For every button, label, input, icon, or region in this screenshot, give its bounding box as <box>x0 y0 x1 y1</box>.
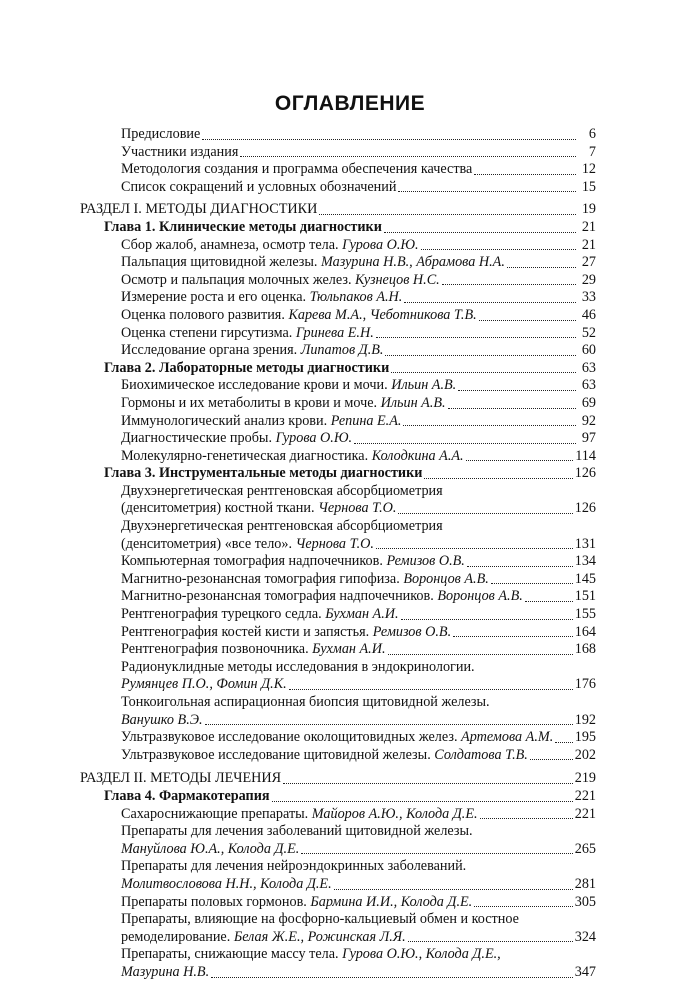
toc-entry-text <box>80 770 281 788</box>
toc-page-number: 134 <box>574 553 596 570</box>
toc-entry-row[interactable] <box>80 483 596 501</box>
dot-leader <box>421 248 576 250</box>
toc-page-number: 155 <box>574 606 596 623</box>
toc-entry-title: РАЗДЕЛ II. МЕТОДЫ ЛЕЧЕНИЯ <box>80 770 282 787</box>
toc-page-number: 131 <box>574 535 596 552</box>
toc-entry-title: Диагностические пробы. <box>121 430 276 447</box>
toc-entry-row[interactable] <box>80 518 596 536</box>
toc-entry-text <box>121 126 200 144</box>
toc-entry-row[interactable] <box>80 413 596 431</box>
toc-entry-title: ремоделирование. <box>121 928 234 945</box>
toc-entry-author: Гурова О.Ю., Колода Д.Е., <box>342 946 501 963</box>
dot-leader <box>376 336 576 338</box>
toc-entry-title: Пальпация щитовидной железы. <box>121 254 322 271</box>
toc-entry-text <box>121 289 402 307</box>
toc-entry-title: Глава 2. Лабораторные методы диагностики <box>104 359 390 376</box>
toc-entry-row[interactable] <box>80 144 596 162</box>
toc-entry-author: Репина Е.А. <box>330 412 402 429</box>
dot-leader <box>205 723 573 725</box>
toc-entry-title: Двухэнергетическая рентгеновская абсорбциометрия <box>121 518 443 535</box>
toc-entry-row[interactable] <box>80 237 596 255</box>
toc-page-number: 21 <box>581 218 596 235</box>
toc-entry-text <box>121 929 406 947</box>
dot-leader <box>289 688 573 690</box>
toc-entry-text <box>121 823 473 841</box>
toc-entry-title: Оценка полового развития. <box>121 306 289 323</box>
toc-page-number: 221 <box>574 787 596 804</box>
dot-leader <box>404 301 576 303</box>
toc-entry-author: Колодкина А.А. <box>371 447 464 464</box>
toc-page-number: 29 <box>581 271 596 288</box>
toc-entry-text <box>121 179 396 197</box>
toc-page-number: 92 <box>581 412 596 429</box>
dot-leader <box>240 155 576 157</box>
toc-entry-title: Тонкоигольная аспирационная биопсия щитовидной железы. <box>121 694 490 710</box>
dot-leader <box>376 547 573 549</box>
toc-entry-row[interactable] <box>80 430 596 448</box>
dot-leader <box>474 905 572 907</box>
toc-entry-row[interactable] <box>80 161 596 179</box>
dot-leader <box>398 512 572 514</box>
toc-entry-text <box>80 201 317 219</box>
toc-page-number: 60 <box>581 342 596 359</box>
toc-entry-author: Чернова Т.О. <box>295 535 374 552</box>
toc-entry-row[interactable] <box>80 126 596 144</box>
dot-leader <box>391 371 576 373</box>
toc-entry-title: Препараты половых гормонов. <box>121 893 311 910</box>
page-title: ОГЛАВЛЕНИЕ <box>274 92 426 115</box>
toc-entry-author: Бухман А.И. <box>325 606 399 623</box>
toc-entry-row[interactable] <box>80 606 596 624</box>
toc-entry-text <box>121 571 489 589</box>
toc-entry-title: Участники издания <box>121 143 239 160</box>
toc-entry-text <box>121 659 475 677</box>
dot-leader <box>403 424 576 426</box>
toc-entry-row[interactable] <box>80 946 596 964</box>
toc-entry-row[interactable] <box>80 876 596 894</box>
toc-entry-author: Ильин А.В. <box>391 377 457 394</box>
toc-entry-author: Ильин А.В. <box>380 394 446 411</box>
toc-entry-title: Радионуклидные методы исследования в эндокринологии. <box>121 658 475 675</box>
toc-entry-author: Бухман А.И. <box>312 641 386 658</box>
toc-entry-row[interactable] <box>80 377 596 395</box>
toc-page-number: 195 <box>574 729 596 746</box>
toc-entry-row[interactable] <box>80 806 596 824</box>
toc-page-number: 12 <box>581 161 596 178</box>
toc-entry-title: Исследование органа зрения. <box>121 342 301 359</box>
toc-entry-row[interactable] <box>80 289 596 307</box>
toc-entry-text <box>121 911 519 929</box>
toc-entry-title: Рентгенография костей кисти и запястья. <box>121 623 373 640</box>
dot-leader <box>458 389 576 391</box>
toc-entry-row[interactable] <box>80 729 596 747</box>
toc-entry-author: Ремизов О.В. <box>372 623 452 640</box>
toc-entry-title: РАЗДЕЛ I. МЕТОДЫ ДИАГНОСТИКИ <box>80 201 318 218</box>
dot-leader <box>388 653 573 655</box>
toc-entry-text <box>121 553 465 571</box>
toc-entry-author: Белая Ж.Е., Рожинская Л.Я. <box>233 928 406 945</box>
dot-leader <box>442 283 576 285</box>
toc-entry-title: Оценка степени гирсутизма. <box>121 324 296 341</box>
toc-entry-author: Гурова О.Ю. <box>342 236 419 253</box>
toc-page-number: 202 <box>574 746 596 763</box>
toc-entry-title: Препараты, влияющие на фосфорно-кальциевый обмен и костное <box>121 911 519 928</box>
toc-entry-author: Гурова О.Ю. <box>275 430 353 447</box>
dot-leader <box>398 190 576 192</box>
dot-leader <box>555 741 572 743</box>
toc-page-number: 221 <box>574 805 596 822</box>
toc-entry-author: Тюльпаков А.Н. <box>309 289 403 306</box>
dot-leader <box>480 817 573 819</box>
dot-leader <box>448 407 576 409</box>
toc-entry-text <box>121 307 477 325</box>
toc-section-row[interactable] <box>80 770 596 788</box>
dot-leader <box>401 618 573 620</box>
toc-page-number: 15 <box>581 178 596 195</box>
toc-entry-row[interactable] <box>80 929 596 947</box>
toc-entry-text <box>104 360 389 378</box>
toc-entry-author: Майоров А.Ю., Колода Д.Е. <box>311 805 478 822</box>
toc-entry-row[interactable] <box>80 500 596 518</box>
toc-entry-text <box>104 219 382 237</box>
toc-entry-text <box>121 413 401 431</box>
toc-page-number: 347 <box>574 963 596 980</box>
toc-page-number: 219 <box>574 770 596 787</box>
toc-page-number: 281 <box>574 875 596 892</box>
toc-entry-text <box>121 641 386 659</box>
toc-entry-author: Карева М.А., Чеботникова Т.В. <box>288 306 477 323</box>
toc-entry-text <box>121 161 472 179</box>
toc-entry-text <box>121 237 419 255</box>
toc-chapter-row[interactable] <box>80 360 596 378</box>
toc-entry-text <box>121 964 209 982</box>
toc-entry-title: (денситометрия) «все тело». <box>121 535 296 552</box>
toc-entry-title: Ультразвуковое исследование щитовидной железы. <box>121 746 435 763</box>
toc-page-number: 63 <box>581 359 596 376</box>
toc-entry-text <box>121 858 466 876</box>
toc-entry-text <box>121 747 528 765</box>
toc-entry-title: Глава 4. Фармакотерапия <box>104 787 270 804</box>
toc-entry-author: Артемова А.М. <box>461 729 554 746</box>
toc-entry-title: Измерение роста и его оценка. <box>121 289 310 306</box>
toc-page-number: 97 <box>581 430 596 447</box>
toc-page-number: 192 <box>574 711 596 728</box>
toc-page-number: 27 <box>581 254 596 271</box>
toc-entry-title: Предисловие <box>121 126 201 142</box>
toc-page-number: 69 <box>581 394 596 411</box>
toc-page-number: 126 <box>574 465 596 482</box>
toc-entry-title: Рентгенография позвоночника. <box>121 641 313 658</box>
toc-entry-row[interactable] <box>80 553 596 571</box>
toc-entry-title: Препараты для лечения заболеваний щитовидной железы. <box>121 823 473 840</box>
dot-leader <box>424 477 572 479</box>
toc-entry-row[interactable] <box>80 694 596 712</box>
toc-entry-author: Мазурина Н.В., Абрамова Н.А. <box>321 254 505 271</box>
toc-entry-author: Липатов Д.В. <box>300 342 384 359</box>
toc-entry-author: Солдатова Т.В. <box>434 746 528 763</box>
toc-entry-row[interactable] <box>80 448 596 466</box>
toc-entry-text <box>104 465 422 483</box>
toc-entry-text <box>121 448 464 466</box>
toc-entry-title: Сбор жалоб, анамнеза, осмотр тела. <box>121 236 343 253</box>
toc-entry-author: Гринева Е.Н. <box>295 324 374 341</box>
toc-entry-text <box>121 377 456 395</box>
toc-entry-row[interactable] <box>80 641 596 659</box>
toc-entry-author: Ванушко В.Э. <box>121 711 203 728</box>
toc-page-number: 33 <box>581 289 596 306</box>
toc-page-number: 114 <box>575 447 596 464</box>
toc-page-number: 324 <box>574 928 596 945</box>
dot-leader <box>530 758 573 760</box>
toc-page-number: 52 <box>581 324 596 341</box>
toc-entry-text <box>121 272 440 290</box>
toc-entry-author: Воронцов А.В. <box>437 588 523 605</box>
toc-section-row[interactable] <box>80 201 596 219</box>
dot-leader <box>525 600 573 602</box>
toc-entry-title: Сахароснижающие препараты. <box>121 805 312 822</box>
toc-entry-row[interactable] <box>80 395 596 413</box>
toc-entry-row[interactable] <box>80 536 596 554</box>
toc-page-number: 168 <box>574 641 596 658</box>
toc-entry-author: Мазурина Н.В. <box>121 963 210 980</box>
toc-entry-title: Двухэнергетическая рентгеновская абсорбциометрия <box>121 482 443 499</box>
toc-entry-author: Бармина И.И., Колода Д.Е. <box>310 893 473 910</box>
toc-entry-text <box>121 395 446 413</box>
toc-page-number: 6 <box>588 126 596 142</box>
toc-entry-row[interactable] <box>80 588 596 606</box>
toc-entry-text <box>121 624 451 642</box>
toc-page-number: 19 <box>581 201 596 218</box>
toc-page-number: 145 <box>574 570 596 587</box>
toc-entry-title: Ультразвуковое исследование околощитовидных желез. <box>121 729 462 746</box>
toc-entry-row[interactable] <box>80 712 596 730</box>
toc-page-number: 265 <box>574 840 596 857</box>
toc-entry-row[interactable] <box>80 747 596 765</box>
dot-leader <box>507 266 576 268</box>
toc-page-number: 21 <box>581 236 596 253</box>
dot-leader <box>301 852 572 854</box>
toc-entry-row[interactable] <box>80 894 596 912</box>
toc-entry-row[interactable] <box>80 823 596 841</box>
toc-entry-text <box>121 500 396 518</box>
toc-entry-title: (денситометрия) костной ткани. <box>121 500 319 517</box>
toc-entry-text <box>121 712 203 730</box>
toc-page-number: 7 <box>588 143 596 160</box>
toc-entry-text <box>121 588 523 606</box>
toc-chapter-row[interactable] <box>80 465 596 483</box>
toc-entry-row[interactable] <box>80 858 596 876</box>
dot-leader <box>384 231 576 233</box>
toc-chapter-row[interactable] <box>80 788 596 806</box>
dot-leader <box>202 138 576 140</box>
toc-entry-author: Чернова Т.О. <box>318 500 397 517</box>
toc-entry-author: Румянцев П.О., Фомин Д.К. <box>121 676 287 693</box>
dot-leader <box>272 800 573 802</box>
toc-entry-text <box>121 894 472 912</box>
dot-leader <box>211 976 573 978</box>
dot-leader <box>283 782 573 784</box>
dot-leader <box>354 442 576 444</box>
toc-page-number: 151 <box>574 588 596 605</box>
dot-leader <box>479 319 576 321</box>
toc-page-number: 63 <box>581 377 596 394</box>
toc-entry-text <box>121 841 299 859</box>
dot-leader <box>319 213 576 215</box>
toc-entry-text <box>121 342 383 360</box>
toc-entry-row[interactable] <box>80 676 596 694</box>
toc-entry-author: Кузнецов Н.С. <box>355 271 440 288</box>
toc-entry-text <box>121 876 332 894</box>
dot-leader <box>334 888 573 890</box>
toc-entry-title: Биохимическое исследование крови и мочи. <box>121 377 392 394</box>
toc-entry-title: Молекулярно-генетическая диагностика. <box>121 447 372 464</box>
toc-entry-title: Препараты, снижающие массу тела. <box>121 946 343 963</box>
dot-leader <box>453 635 573 637</box>
toc-entry-title: Методология создания и программа обеспечения качества <box>121 161 473 178</box>
toc-entry-row[interactable] <box>80 841 596 859</box>
toc-entry-text <box>121 254 505 272</box>
toc-entry-title: Глава 1. Клинические методы диагностики <box>104 218 382 235</box>
toc-entry-title: Осмотр и пальпация молочных желез. <box>121 271 356 288</box>
toc-entry-row[interactable] <box>80 624 596 642</box>
toc-entry-row[interactable] <box>80 307 596 325</box>
toc-entry-title: Иммунологический анализ крови. <box>121 412 331 429</box>
toc-entry-text <box>121 536 374 554</box>
toc-entry-author: Молитвословова Н.Н., Колода Д.Е. <box>121 875 332 892</box>
toc-entry-text <box>104 788 270 806</box>
toc-entry-text <box>121 325 374 343</box>
toc-entry-row[interactable] <box>80 272 596 290</box>
toc-entry-row[interactable] <box>80 911 596 929</box>
toc-entry-title: Гормоны и их метаболиты в крови и моче. <box>121 394 381 411</box>
toc-entry-row[interactable] <box>80 254 596 272</box>
dot-leader <box>385 354 576 356</box>
toc-entry-row[interactable] <box>80 325 596 343</box>
toc-entry-text <box>121 676 287 694</box>
toc-entry-author: Мануйлова Ю.А., Колода Д.Е. <box>121 840 300 857</box>
toc-entry-text <box>121 483 443 501</box>
dot-leader <box>474 173 576 175</box>
toc-entry-text <box>121 694 490 712</box>
toc-entry-title: Магнитно-резонансная томография надпочечников. <box>121 588 438 605</box>
toc-entry-author: Воронцов А.В. <box>403 570 489 587</box>
toc-entry-row[interactable] <box>80 179 596 197</box>
table-of-contents <box>80 126 596 982</box>
toc-entry-text <box>121 144 238 162</box>
toc-page-number: 305 <box>574 893 596 910</box>
toc-chapter-row[interactable] <box>80 219 596 237</box>
toc-entry-title: Препараты для лечения нейроэндокринных заболеваний. <box>121 858 467 875</box>
toc-entry-row[interactable] <box>80 571 596 589</box>
toc-entry-title: Магнитно-резонансная томография гипофиза. <box>121 570 404 587</box>
dot-leader <box>408 940 573 942</box>
toc-page-number: 176 <box>574 676 596 693</box>
toc-entry-title: Компьютерная томография надпочечников. <box>121 553 387 570</box>
toc-entry-title: Глава 3. Инструментальные методы диагностики <box>104 465 423 482</box>
dot-leader <box>466 459 574 461</box>
toc-entry-row[interactable] <box>80 964 596 982</box>
toc-entry-text <box>121 946 501 964</box>
toc-page-number: 164 <box>574 623 596 640</box>
toc-entry-author: Ремизов О.В. <box>386 553 465 570</box>
toc-entry-text <box>121 430 352 448</box>
toc-page-number: 46 <box>581 306 596 323</box>
toc-entry-row[interactable] <box>80 342 596 360</box>
dot-leader <box>467 565 573 567</box>
toc-entry-title: Список сокращений и условных обозначений <box>121 178 397 195</box>
dot-leader <box>491 582 573 584</box>
toc-entry-row[interactable] <box>80 659 596 677</box>
toc-entry-title: Рентгенография турецкого седла. <box>121 606 326 623</box>
toc-page-number: 126 <box>574 500 596 517</box>
toc-entry-text <box>121 806 478 824</box>
toc-entry-text <box>121 606 399 624</box>
toc-entry-text <box>121 518 443 536</box>
toc-entry-text <box>121 729 553 747</box>
